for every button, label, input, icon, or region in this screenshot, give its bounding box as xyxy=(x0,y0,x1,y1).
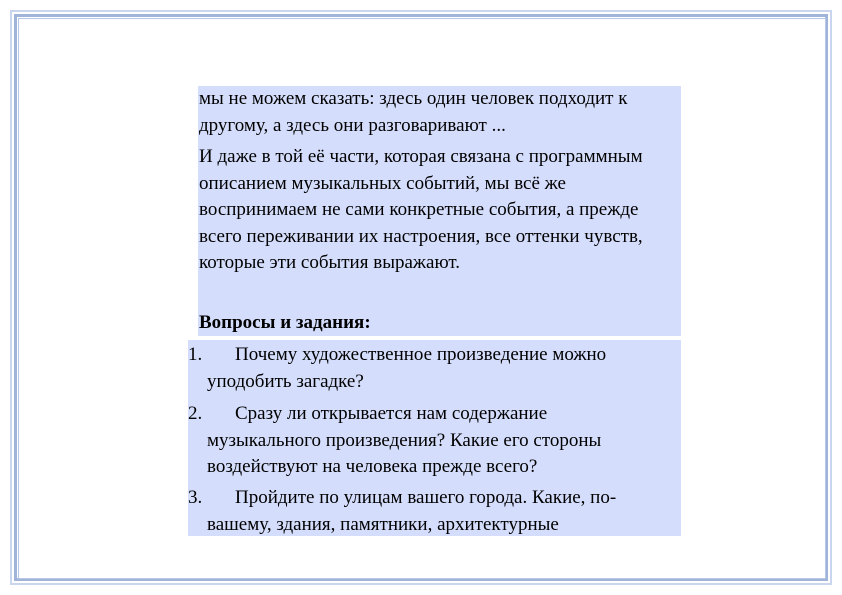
paragraph-continuation: мы не можем сказать: здесь один человек подходит к другому, а здесь они разговаривают ... xyxy=(199,88,628,136)
list-item-continuation: вашему, здания, памятники, архитектурные xyxy=(207,513,559,535)
list-item-continuation: уподобить загадке? xyxy=(207,370,364,392)
list-item-first-line: Пройдите по улицам вашего города. Какие, по- xyxy=(235,487,617,508)
list-item-first-line: Сразу ли открывается нам содержание xyxy=(235,403,548,424)
list-item-continuation: музыкального произведения? Какие его стороны воздействуют на человека прежде всего? xyxy=(207,429,602,477)
list-item-number: 3. xyxy=(188,487,203,508)
list-item-number: 2. xyxy=(188,403,203,424)
list-item-number: 1. xyxy=(188,344,203,365)
section-heading: Вопросы и задания: xyxy=(199,312,371,333)
list-item-first-line: Почему художественное произведение можно xyxy=(235,344,607,365)
paragraph-program-music: И даже в той её части, которая связана с программным описанием музыкальных событий, мы всё же воспринимаем не сами конкретные события, а прежде всего переживании их настроения, все оттенки чувств, которые эти события выражают. xyxy=(199,146,643,273)
